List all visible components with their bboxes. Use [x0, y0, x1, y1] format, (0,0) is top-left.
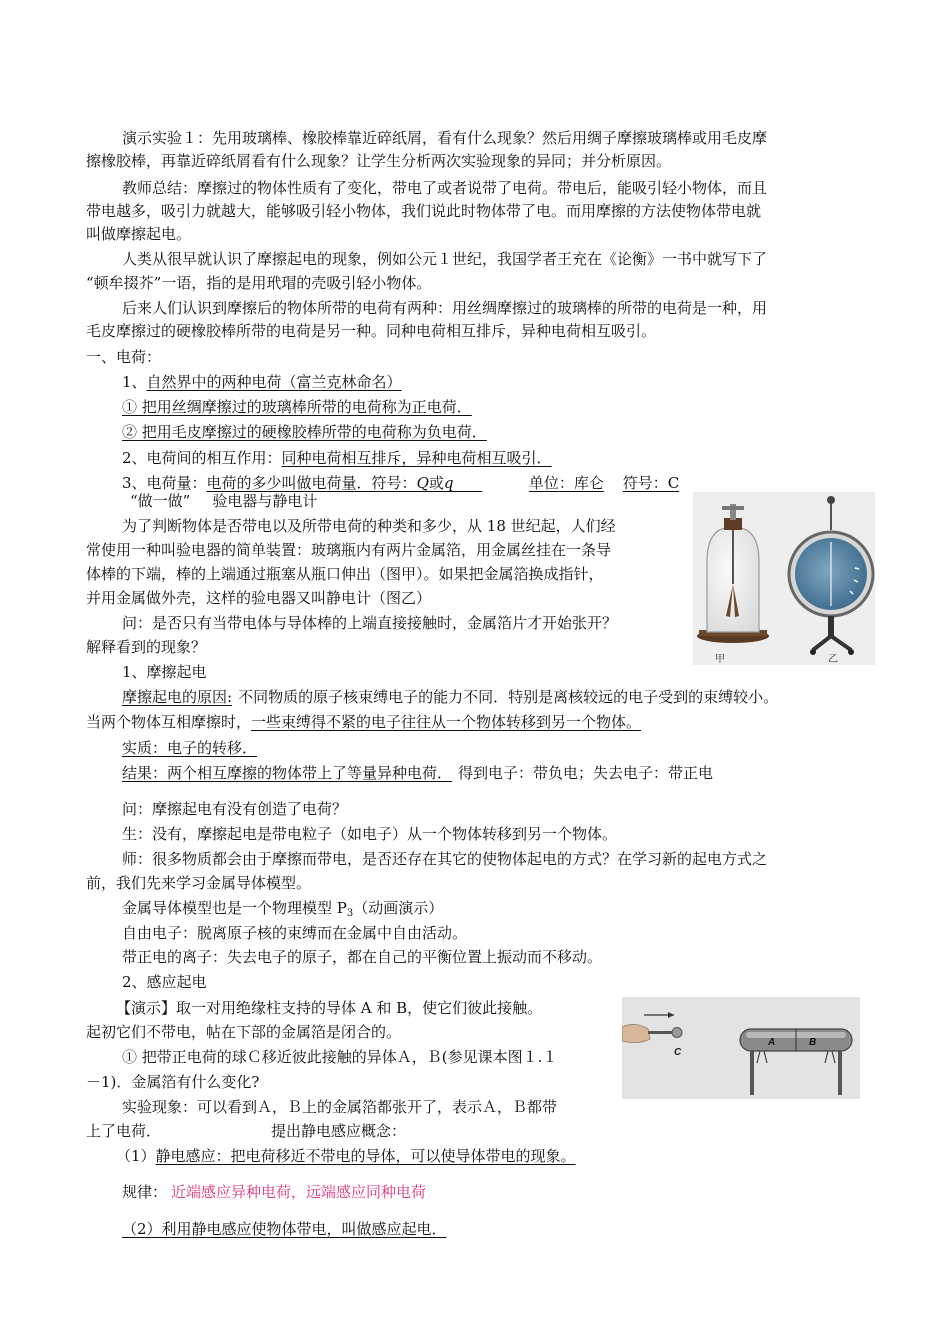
friction-result: 结果：两个相互摩擦的物体带上了等量异种电荷． 得到电子：带负电；失去电子：带正电 — [122, 764, 714, 782]
free-electron: 自由电子：脱离原子核的束缚而在金属中自由活动。 — [122, 924, 468, 942]
dialog-question: 问：摩擦起电有没有创造了电荷？ — [122, 800, 348, 818]
unit: 单位：库仑 — [528, 474, 604, 492]
dialog-student: 生：没有，摩擦起电是带电粒子（如电子）从一个物体转移到另一个物体。 — [122, 825, 618, 843]
item1-text: 自然界中的两种电荷（富兰克林命名） — [146, 373, 402, 391]
fig-label-A: A — [768, 1037, 776, 1048]
zuoyizuo-line2: 常使用一种叫验电器的简单装置：玻璃瓶内有两片金属箔，用金属丝挂在一条导 — [86, 541, 612, 559]
para3-line1: 人类从很早就认识了摩擦起电的现象，例如公元１世纪，我国学者王充在《论衡》一书中就写下了 — [122, 250, 768, 268]
para3-line2: “顿牟掇芥”一语，指的是用玳瑁的壳吸引轻小物体。 — [86, 274, 432, 292]
induction-figure — [622, 997, 860, 1099]
item3-prefix: 3、电荷量： — [122, 474, 207, 492]
para2-line1: 教师总结：摩擦过的物体性质有了变化，带电了或者说带了电荷。带电后，能吸引轻小物体，而且 — [122, 179, 768, 197]
symbol-q: q — [443, 474, 454, 492]
positive-ion: 带正电的离子：失去电子的原子，都在自己的平衡位置上振动而不移动。 — [122, 948, 603, 966]
dialog-teacher1: 师：很多物质都会由于摩擦而带电，是否还存在其它的使物体起电的方式？在学习新的起电方式之 — [122, 850, 768, 868]
zuoyizuo-line4: 并用金属做外壳，这样的验电器又叫静电计（图乙） — [86, 589, 432, 607]
friction-line2: 当两个物体互相摩擦时，一些束缚得不紧的电子往往从一个物体转移到另一个物体。 — [86, 713, 642, 731]
induction-def2: （2）利用静电感应使物体带电，叫做感应起电． — [122, 1220, 447, 1238]
zuoyizuo-title: “做一做” 验电器与静电计 — [130, 492, 318, 510]
step1-line1: ① 把带正电荷的球Ｃ移近彼此接触的异体Ａ，Ｂ(参见课本图１.１ — [122, 1048, 558, 1066]
para4-line1: 后来人们认识到摩擦后的物体所带的电荷有两种：用丝绸摩擦过的玻璃棒的所带的电荷是一种，用 — [122, 299, 768, 317]
para1-line2: 擦橡胶棒，再靠近碎纸屑看有什么现象？让学生分析两次实验现象的异同；并分析原因。 — [86, 152, 672, 170]
item1-num: 1、 — [122, 373, 147, 391]
zuoyizuo-line3: 体棒的下端，棒的上端通过瓶塞从瓶口伸出（图甲）。如果把金属箔换成指针， — [86, 565, 604, 583]
induction-rule: 规律： 近端感应异种电荷，远端感应同种电荷 — [122, 1183, 427, 1201]
symbol-Q: Q — [416, 474, 429, 492]
metal-model: 金属导体模型也是一个物理模型 $P_3$（动画演示） — [122, 899, 444, 919]
zuoyizuo-question2: 解释看到的现象？ — [86, 638, 207, 656]
friction-heading: 1、摩擦起电 — [122, 663, 207, 681]
positive-charge-def: ① 把用丝绸摩擦过的玻璃棒所带的电荷称为正电荷． — [122, 398, 472, 416]
fig-label-jia: 甲 — [715, 654, 725, 665]
item2 — [122, 447, 552, 469]
item1 — [122, 371, 402, 393]
fig-label-yi: 乙 — [828, 654, 838, 665]
item2-prefix: 2、电荷间的相互作用： — [122, 449, 282, 467]
fig-label-B: B — [809, 1037, 817, 1048]
demo-line1: 【演示】取一对用绝缘柱支持的导体 A 和 B，使它们彼此接触。 — [116, 999, 543, 1017]
zuoyizuo-question1: 问：是否只有当带电体与导体棒的上端直接接触时，金属箔片才开始张开？ — [122, 614, 618, 632]
step1-line2: －1)．金属箔有什么变化? — [86, 1073, 260, 1091]
item2-text: 同种电荷相互排斥，异种电荷相互吸引． — [281, 449, 552, 467]
para2-line3: 叫做摩擦起电。 — [86, 225, 192, 243]
para2-line2: 带电越多，吸引力就越大，能够吸引轻小物体，我们说此时物体带了电。而用摩擦的方法使物体带电就 — [86, 202, 762, 220]
para4-line2: 毛皮摩擦过的硬橡胶棒所带的电荷是另一种。同种电荷相互排斥，异种电荷相互吸引。 — [86, 322, 657, 340]
electroscope-figure — [693, 492, 875, 665]
observation-line2: 上了电荷． 提出静电感应概念： — [86, 1122, 407, 1140]
item3-text: 电荷的多少叫做电荷量．符号：Q或q — [206, 474, 454, 492]
demo-line2: 起初它们不带电，帖在下部的金属箔是闭合的。 — [86, 1023, 402, 1041]
induction-def: （1）静电感应：把电荷移近不带电的导体，可以使导体带电的现象。 — [116, 1147, 576, 1165]
friction-reason — [122, 686, 778, 708]
fig-label-C: C — [674, 1047, 682, 1058]
induction-heading: 2、感应起电 — [122, 973, 207, 991]
friction-reason-text: 不同物质的原子核束缚电子的能力不同．特别是离核较远的电子受到的束缚较小。 — [238, 688, 779, 706]
observation-line1: 实验现象：可以看到Ａ，Ｂ上的金属箔都张开了，表示Ａ，Ｂ都带 — [122, 1098, 558, 1116]
friction-essence: 实质：电子的转移． — [122, 739, 258, 757]
para1-line1: 演示实验１：先用玻璃棒、橡胶棒靠近碎纸屑，看有什么现象？然后用绸子摩擦玻璃棒或用毛皮摩 — [122, 129, 768, 147]
negative-charge-def: ② 把用毛皮摩擦过的硬橡胶棒所带的电荷称为负电荷． — [122, 423, 487, 441]
unit-symbol: 符号：C — [622, 474, 680, 492]
friction-reason-label: 摩擦起电的原因: — [122, 688, 233, 706]
section-heading: 一、电荷： — [86, 348, 162, 366]
zuoyizuo-line1: 为了判断物体是否带电以及所带电荷的种类和多少，从 18 世纪起，人们经 — [122, 517, 616, 535]
dialog-teacher2: 前，我们先来学习金属导体模型。 — [86, 874, 312, 892]
